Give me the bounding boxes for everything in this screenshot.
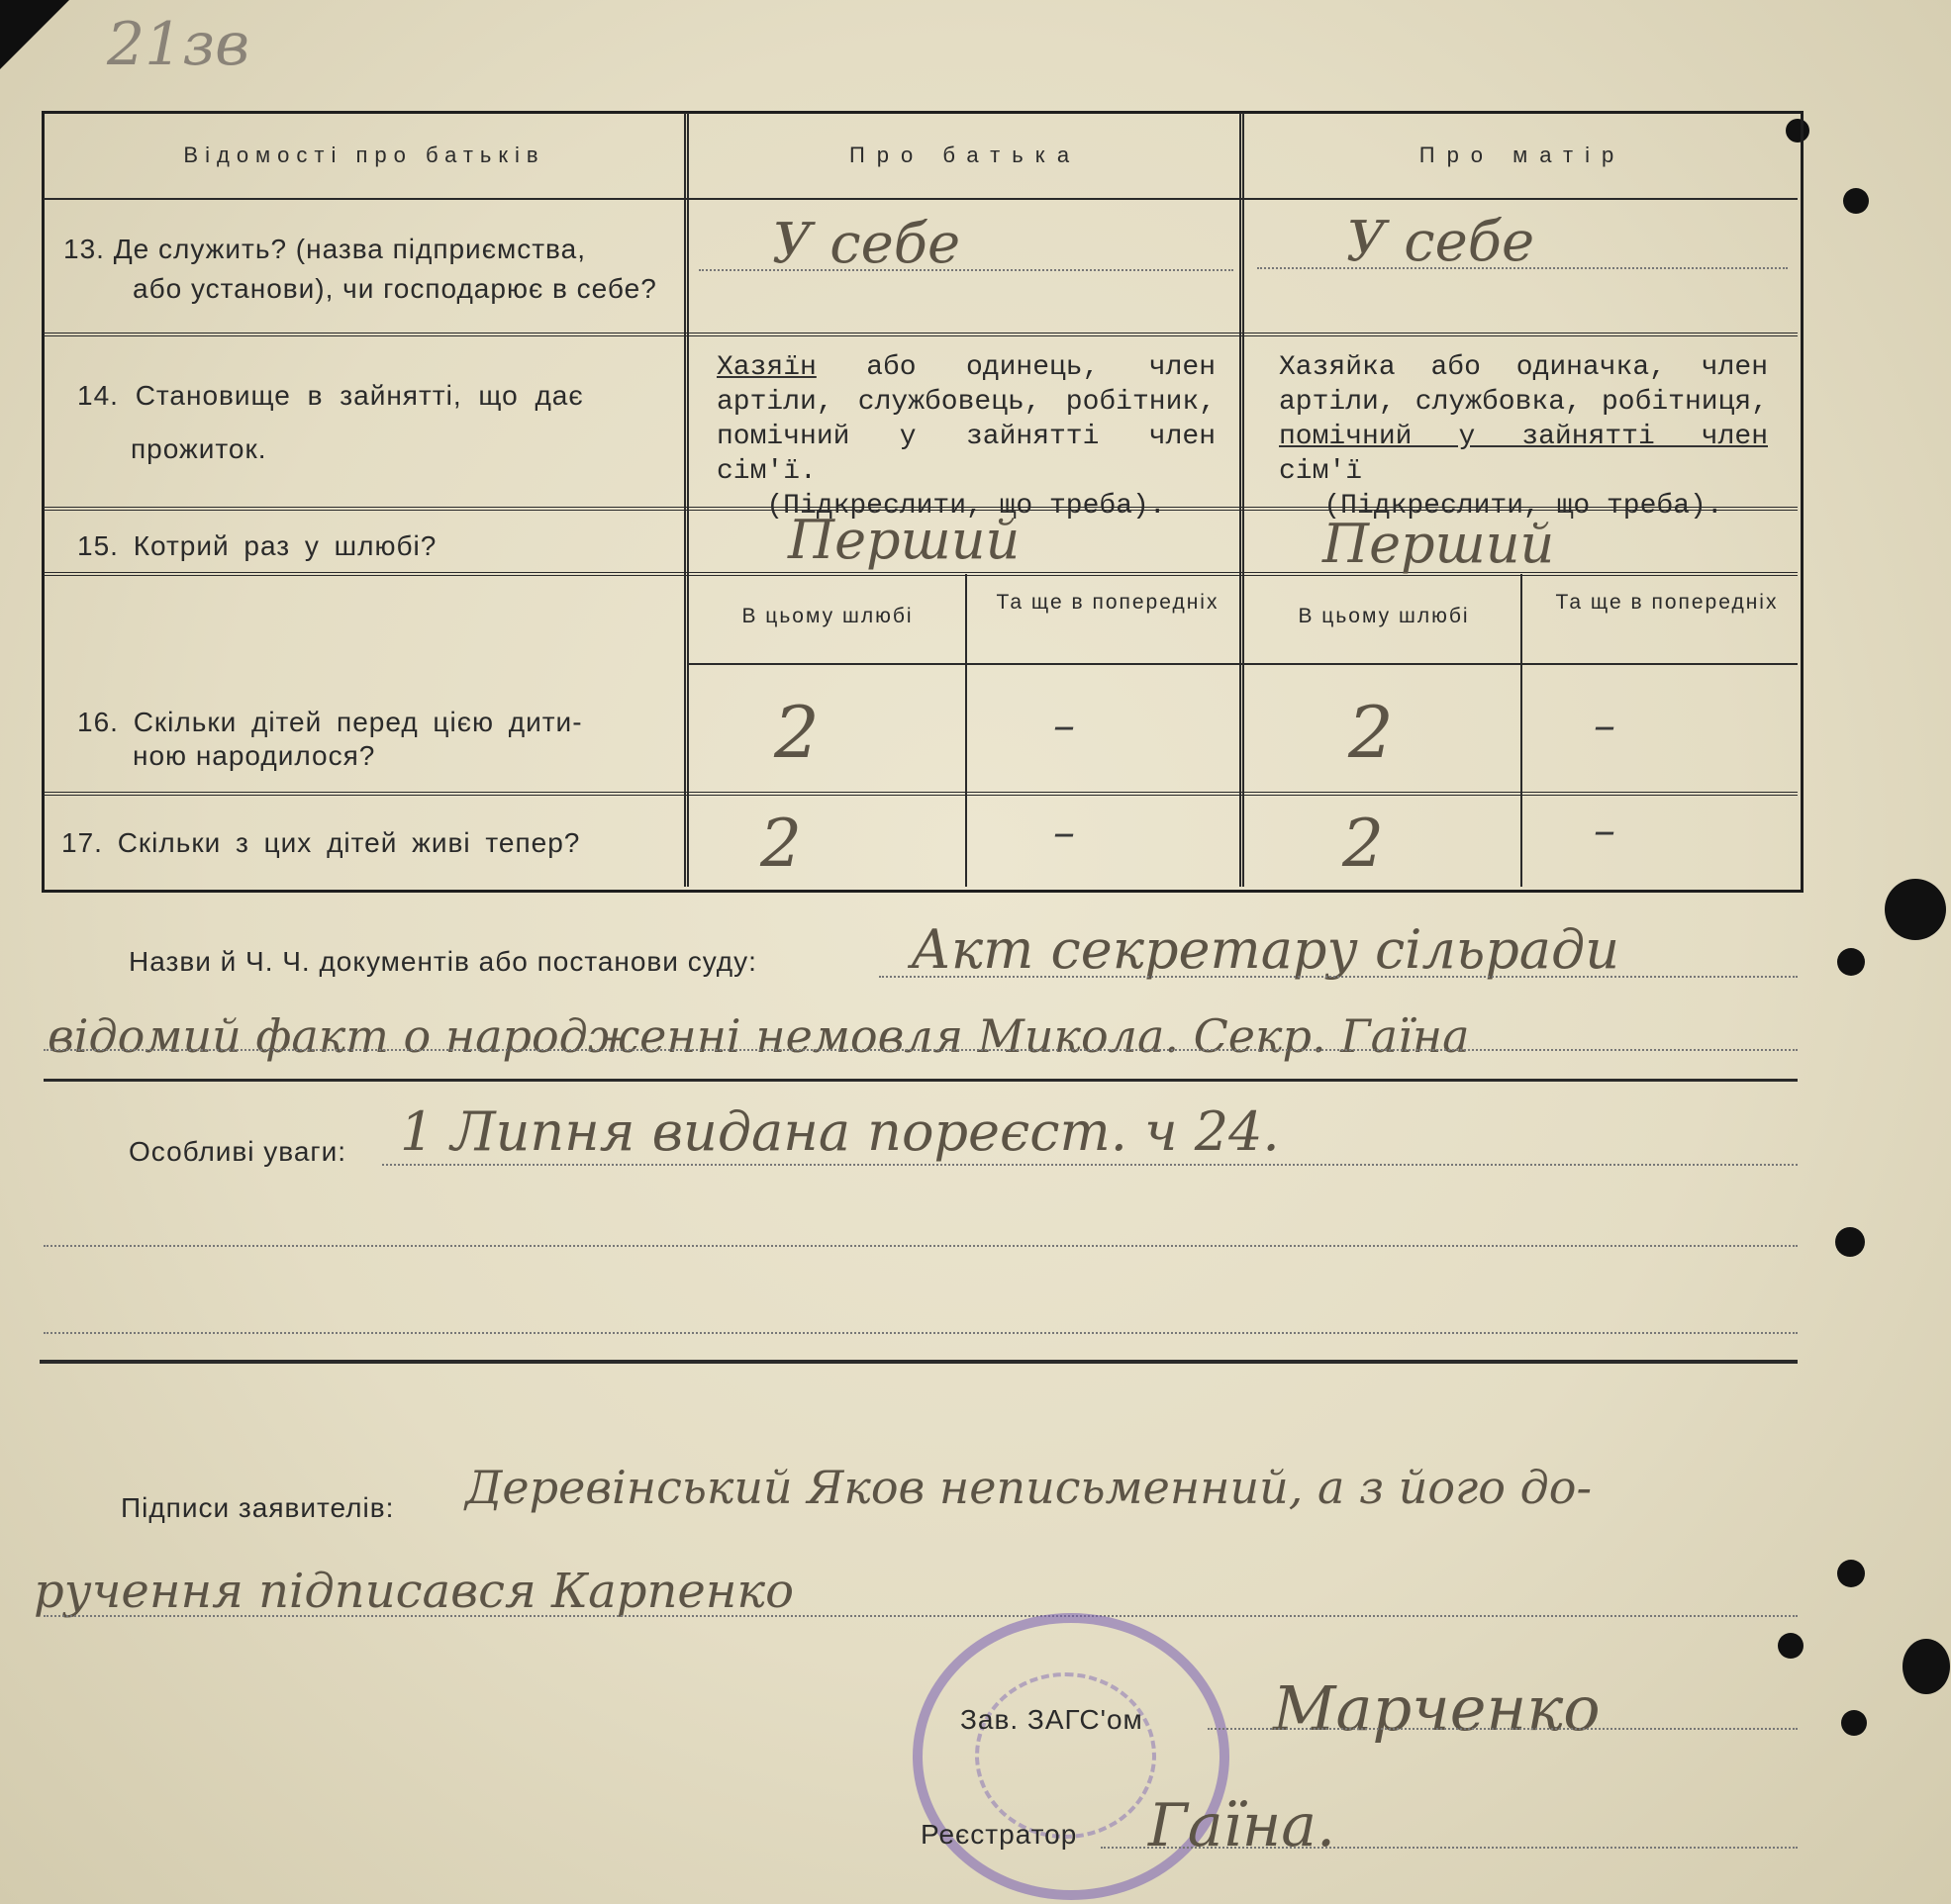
- selected-option: Хазяїн: [717, 352, 817, 383]
- question-13-line1: 13. Де служить? (назва підприємства,: [63, 234, 586, 264]
- punch-hole: [1885, 879, 1946, 940]
- answer-14-father-options: [717, 350, 1216, 524]
- signatures-label: Підписи заявителів:: [121, 1492, 395, 1523]
- underline-instruction: (Підкреслити, що треба).: [766, 491, 1166, 522]
- torn-corner: [0, 0, 69, 69]
- punch-hole: [1902, 1639, 1950, 1694]
- answer-16-father-prev: –: [1053, 701, 1075, 751]
- question-14: [63, 376, 677, 469]
- answer-17-father-this: 2: [760, 806, 802, 882]
- question-16-line1: 16. Скільки дітей перед цією дити-: [77, 707, 583, 737]
- table-rule: [1239, 113, 1244, 887]
- punch-hole: [1843, 188, 1869, 214]
- question-14-line2: прожиток.: [131, 433, 267, 464]
- header-mother: Про матір: [1418, 143, 1626, 167]
- fill-line: [382, 1164, 1798, 1166]
- answer-17-mother-prev: –: [1594, 806, 1615, 856]
- folio-number: 21зв: [107, 10, 249, 79]
- question-13-line2: або установи), чи господарює в себе?: [133, 273, 657, 304]
- section-rule: [40, 1360, 1798, 1364]
- fill-line: [44, 1049, 1798, 1051]
- answer-17-father-prev: –: [1053, 808, 1075, 858]
- registrar-signature: Гаїна.: [1148, 1791, 1336, 1860]
- answer-14-mother-options: [1279, 350, 1768, 524]
- zags-head-label: Зав. ЗАГС'ом: [960, 1704, 1143, 1735]
- subheader-father-previous: Та ще в попередніх: [996, 591, 1219, 614]
- subheader-father-this: В цьому шлюбі: [741, 605, 914, 627]
- table-rule: [684, 113, 689, 887]
- subheader-mother-previous: Та ще в попередніх: [1555, 591, 1779, 614]
- documents-value-line2: відомий факт о народженні немовля Микола. Секр. Гаїна: [48, 1009, 1470, 1063]
- header-parents-info: Відомості про батьків: [183, 143, 545, 167]
- fill-line: [1101, 1847, 1798, 1849]
- subheader-mother-this: В цьому шлюбі: [1298, 605, 1470, 627]
- underline-instruction: (Підкреслити, що треба).: [1323, 491, 1723, 522]
- official-seal-emblem: [975, 1672, 1156, 1839]
- question-17: 17. Скільки з цих дітей живі тепер?: [61, 827, 581, 858]
- question-16-line2: ною народилося?: [133, 740, 376, 771]
- fill-line: [44, 1615, 1798, 1617]
- answer-17-mother-this: 2: [1342, 806, 1384, 882]
- answer-13-father: У себе: [772, 212, 961, 276]
- fill-line: [1208, 1728, 1798, 1730]
- table-rule: [44, 333, 1798, 339]
- answer-15-father: Перший: [788, 509, 1021, 571]
- fill-line: [879, 976, 1798, 978]
- options-text: сім'ї: [1279, 456, 1363, 487]
- table-rule: [44, 792, 1798, 799]
- options-text: або одинець, член артіли, службовець, робітник, помічний у зайнятті член сім'ї.: [717, 352, 1216, 487]
- question-15: 15. Котрий раз у шлюбі?: [77, 530, 438, 561]
- options-text: Хазяйка або одиначка, член артіли, службовка, робітниця,: [1279, 352, 1768, 418]
- table-rule: [965, 574, 967, 887]
- remarks-value: 1 Липня видана пореєст. ч 24.: [400, 1100, 1280, 1163]
- table-rule: [44, 198, 1798, 200]
- documents-label: Назви й Ч. Ч. документів або постанови суду:: [129, 946, 757, 977]
- documents-value-line1: Акт секретару сільради: [911, 918, 1620, 981]
- punch-hole: [1835, 1227, 1865, 1257]
- punch-hole: [1841, 1710, 1867, 1736]
- signatures-value-line2: ручення підписався Карпенко: [34, 1564, 794, 1619]
- registrar-label: Реєстратор: [921, 1819, 1078, 1850]
- header-father: Про батька: [848, 143, 1082, 167]
- remarks-label: Особливі уваги:: [129, 1136, 347, 1167]
- answer-13-mother: У себе: [1346, 210, 1535, 274]
- section-rule: [44, 1079, 1798, 1082]
- punch-hole: [1837, 948, 1865, 976]
- question-13: [63, 230, 677, 309]
- fill-line: [1257, 267, 1788, 269]
- selected-option: помічний у зайнятті член: [1279, 422, 1768, 452]
- fill-line: [44, 1332, 1798, 1334]
- zags-head-signature: Марченко: [1273, 1672, 1601, 1745]
- punch-hole: [1778, 1633, 1804, 1659]
- table-rule: [1520, 574, 1522, 887]
- punch-hole: [1837, 1560, 1865, 1587]
- question-16: [77, 703, 671, 776]
- fill-line: [44, 1245, 1798, 1247]
- answer-16-mother-prev: –: [1594, 701, 1615, 751]
- signatures-value-line1: Деревінський Яков неписьменний, а з його до-: [465, 1461, 1593, 1514]
- question-14-line1: 14. Становище в зайнятті, що дає: [77, 380, 584, 411]
- answer-16-father-this: 2: [774, 691, 820, 774]
- answer-15-mother: Перший: [1322, 513, 1555, 575]
- answer-16-mother-this: 2: [1348, 691, 1394, 774]
- fill-line: [699, 269, 1233, 271]
